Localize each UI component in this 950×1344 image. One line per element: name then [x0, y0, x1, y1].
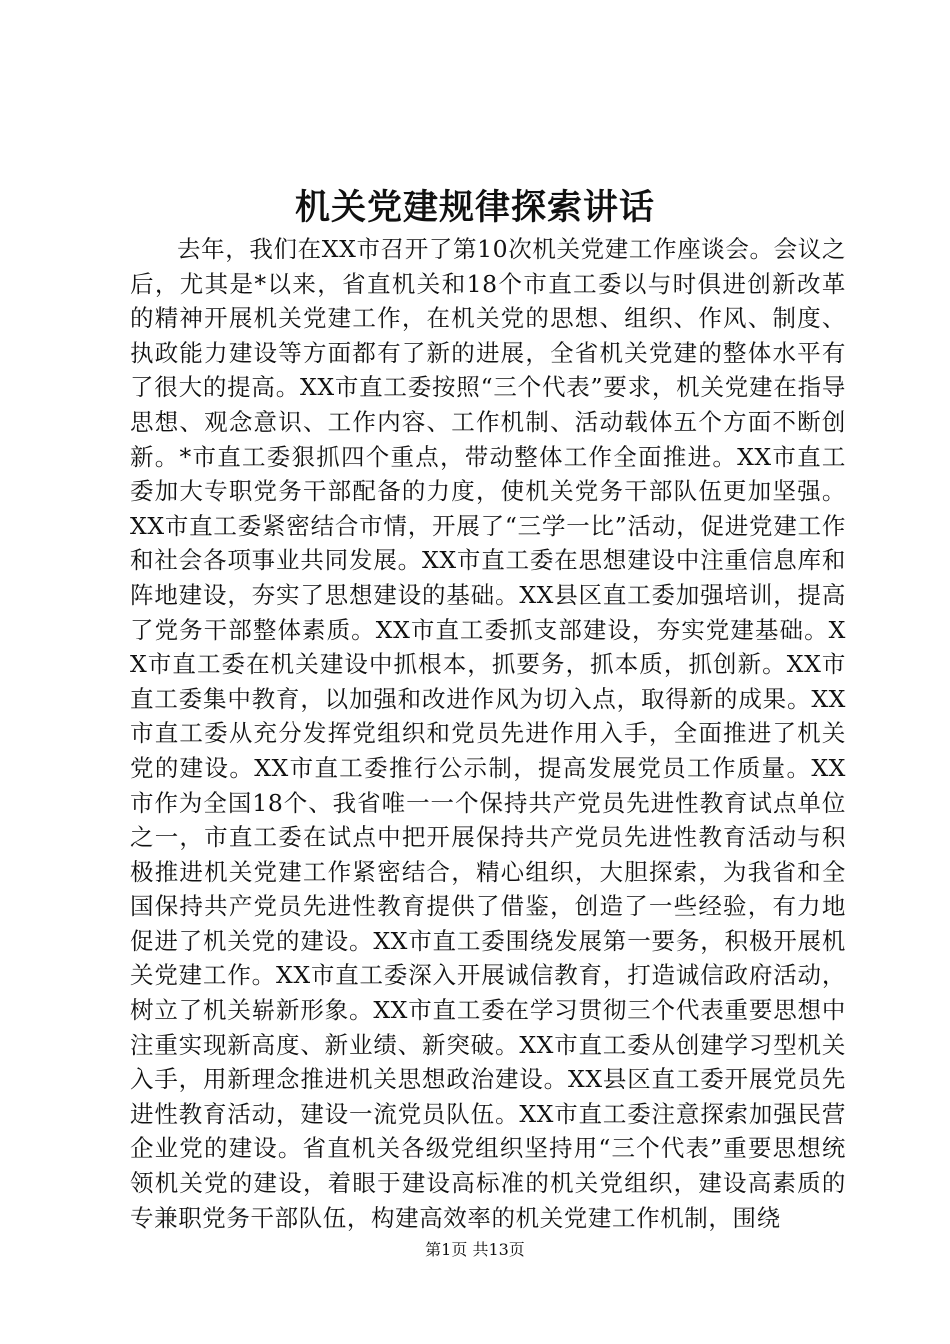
body-paragraph: 去年，我们在XX市召开了第10次机关党建工作座谈会。会议之后，尤其是*以来，省直机关和18个市直工委以与时俱进创新改革的精神开展机关党建工作，在机关党的思想、组织、作风、制度、执政能力建设等方面都有了新的进展，全省机关党建的整体水平有了很大的提高。XX市直工委按照“三个代表”要求，机关党建在指导思想、观念意识、工作内容、工作机制、活动载体五个方面不断创新。*市直工委狠抓四个重点，带动整体工作全面推进。XX市直工委加大专职党务干部配备的力度，使机关党务干部队伍更加坚强。XX市直工委紧密结合市情，开展了“三学一比”活动，促进党建工作和社会各项事业共同发展。XX市直工委在思想建设中注重信息库和阵地建设，夯实了思想建设的基础。XX县区直工委加强培训，提高了党务干部整体素质。XX市直工委抓支部建设，夯实党建基础。XX市直工委在机关建设中抓根本，抓要务，抓本质，抓创新。XX市直工委集中教育，以加强和改进作风为切入点，取得新的成果。XX市直工委从充分发挥党组织和党员先进作用入手，全面推进了机关党的建设。XX市直工委推行公示制，提高发展党员工作质量。XX市作为全国18个、我省唯一一个保持共产党员先进性教育试点单位之一，市直工委在试点中把开展保持共产党员先进性教育活动与积极推进机关党建工作紧密结合，精心组织，大胆探索，为我省和全国保持共产党员先进性教育提供了借鉴，创造了一些经验，有力地促进了机关党的建设。XX市直工委围绕发展第一要务，积极开展机关党建工作。XX市直工委深入开展诚信教育，打造诚信政府活动，树立了机关崭新形象。XX市直工委在学习贯彻三个代表重要思想中注重实现新高度、新业绩、新突破。XX市直工委从创建学习型机关入手，用新理念推进机关思想政治建设。XX县区直工委开展党员先进性教育活动，建设一流党员队伍。XX市直工委注意探索加强民营企业党的建设。省直机关各级党组织坚持用“三个代表”重要思想统领机关党的建设，着眼于建设高标准的机关党组织，建设高素质的专兼职党务干部队伍，构建高效率的机关党建工作机制，围绕	[130, 235, 846, 1232]
document-title: 机关党建规律探索讲话	[294, 187, 655, 228]
page-footer: 第1页 共13页	[425, 1240, 525, 1259]
